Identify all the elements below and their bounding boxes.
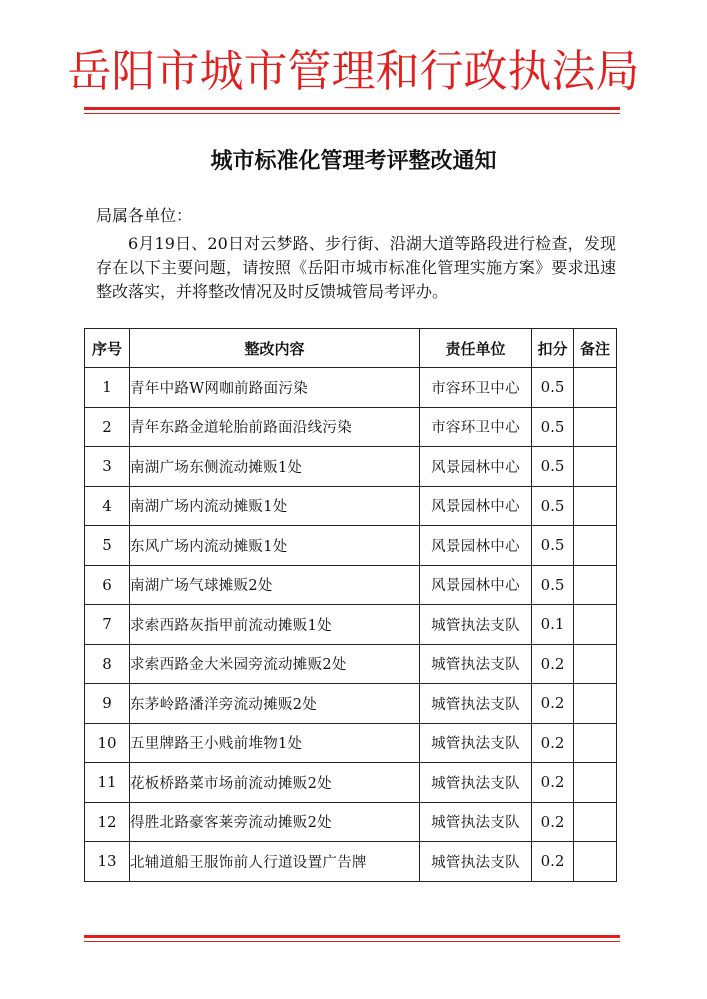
row-unit: 风景园林中心: [420, 486, 532, 526]
row-note: [574, 407, 617, 447]
row-note: [574, 684, 617, 724]
row-score: 0.2: [532, 802, 574, 842]
row-unit: 城管执法支队: [420, 763, 532, 803]
row-no: 11: [85, 763, 130, 803]
row-content: 五里牌路王小贱前堆物1处: [130, 723, 420, 763]
header-no: 序号: [85, 329, 130, 368]
row-no: 9: [85, 684, 130, 724]
row-unit: 市容环卫中心: [420, 407, 532, 447]
row-unit: 城管执法支队: [420, 723, 532, 763]
row-content: 南湖广场气球摊贩2处: [130, 565, 420, 605]
row-note: [574, 447, 617, 487]
row-score: 0.2: [532, 763, 574, 803]
row-unit: 市容环卫中心: [420, 368, 532, 408]
row-note: [574, 368, 617, 408]
row-score: 0.5: [532, 447, 574, 487]
row-unit: 城管执法支队: [420, 802, 532, 842]
notice-title: 城市标准化管理考评整改通知: [210, 149, 497, 174]
table-row: [85, 565, 617, 605]
row-unit: 风景园林中心: [420, 526, 532, 566]
row-content: 南湖广场内流动摊贩1处: [130, 486, 420, 526]
table-row: [85, 644, 617, 684]
table-row: [85, 526, 617, 566]
row-unit: 城管执法支队: [420, 684, 532, 724]
table-row: [85, 763, 617, 803]
row-no: 12: [85, 802, 130, 842]
table-row: [85, 368, 617, 408]
row-no: 8: [85, 644, 130, 684]
row-score: 0.5: [532, 486, 574, 526]
table-row: [85, 802, 617, 842]
table-row: [85, 447, 617, 487]
row-content: 得胜北路豪客莱旁流动摊贩2处: [130, 802, 420, 842]
row-no: 2: [85, 407, 130, 447]
row-score: 0.2: [532, 723, 574, 763]
row-content: 求索西路灰指甲前流动摊贩1处: [130, 605, 420, 645]
table-row: [85, 605, 617, 645]
row-note: [574, 723, 617, 763]
header-score: 扣分: [532, 329, 574, 368]
salutation: 局属各单位：: [96, 206, 193, 225]
masthead-rule-thick: [84, 107, 620, 110]
row-note: [574, 802, 617, 842]
row-unit: 城管执法支队: [420, 605, 532, 645]
row-unit: 风景园林中心: [420, 565, 532, 605]
row-no: 7: [85, 605, 130, 645]
row-content: 南湖广场东侧流动摊贩1处: [130, 447, 420, 487]
header-content: 整改内容: [130, 329, 420, 368]
header-note: 备注: [574, 329, 617, 368]
table-row: [85, 486, 617, 526]
header-unit: 责任单位: [420, 329, 532, 368]
table-row: [85, 407, 617, 447]
table-row: [85, 684, 617, 724]
row-content: 青年中路W网咖前路面污染: [130, 368, 420, 408]
row-no: 13: [85, 842, 130, 882]
row-score: 0.2: [532, 842, 574, 882]
row-score: 0.5: [532, 407, 574, 447]
row-unit: 城管执法支队: [420, 842, 532, 882]
row-no: 3: [85, 447, 130, 487]
row-note: [574, 526, 617, 566]
row-content: 青年东路金道轮胎前路面沿线污染: [130, 407, 420, 447]
row-content: 花板桥路菜市场前流动摊贩2处: [130, 763, 420, 803]
row-no: 6: [85, 565, 130, 605]
row-content: 东风广场内流动摊贩1处: [130, 526, 420, 566]
table-row: [85, 842, 617, 882]
footer-rule-thin: [84, 941, 620, 942]
row-note: [574, 605, 617, 645]
row-content: 北辅道船王服饰前人行道设置广告牌: [130, 842, 420, 882]
row-score: 0.1: [532, 605, 574, 645]
row-note: [574, 644, 617, 684]
row-score: 0.2: [532, 644, 574, 684]
notice-body: 6月19日、20日对云梦路、步行街、沿湖大道等路段进行检查，发现存在以下主要问题，请按照《岳阳市城市标准化管理实施方案》要求迅速整改落实，并将整改情况及时反馈城管局考评办。: [96, 234, 616, 301]
masthead-rule-thin: [84, 113, 620, 114]
masthead-title: 岳阳市城市管理和行政执法局: [67, 46, 640, 97]
row-score: 0.5: [532, 565, 574, 605]
row-unit: 城管执法支队: [420, 644, 532, 684]
row-no: 4: [85, 486, 130, 526]
row-score: 0.2: [532, 684, 574, 724]
row-content: 求索西路金大米园旁流动摊贩2处: [130, 644, 420, 684]
row-unit: 风景园林中心: [420, 447, 532, 487]
row-score: 0.5: [532, 526, 574, 566]
row-note: [574, 565, 617, 605]
row-note: [574, 763, 617, 803]
footer-rule-thick: [84, 935, 620, 938]
row-score: 0.5: [532, 368, 574, 408]
row-no: 5: [85, 526, 130, 566]
row-content: 东茅岭路潘洋旁流动摊贩2处: [130, 684, 420, 724]
table-row: [85, 723, 617, 763]
table-header-row: [85, 329, 617, 368]
row-note: [574, 486, 617, 526]
row-note: [574, 842, 617, 882]
rectification-table: [84, 328, 617, 882]
row-no: 10: [85, 723, 130, 763]
row-no: 1: [85, 368, 130, 408]
